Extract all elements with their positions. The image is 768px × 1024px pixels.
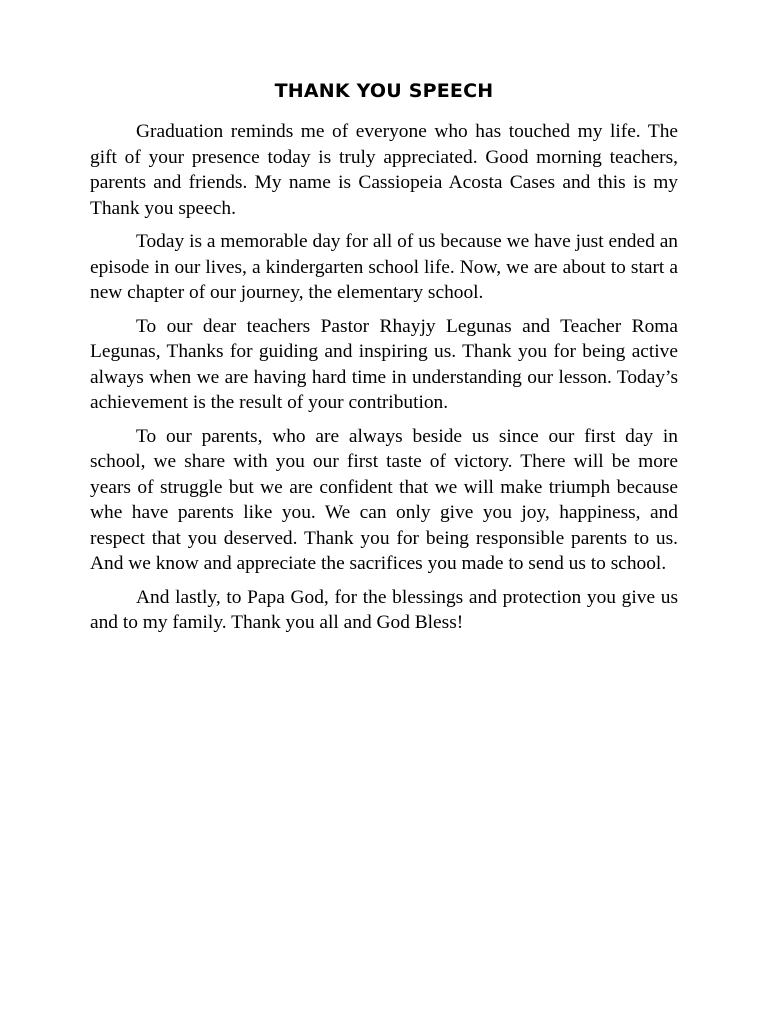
paragraph-closing: And lastly, to Papa God, for the blessings and protection you give us and to my family. Thank you all and God Bless! <box>90 586 678 633</box>
speech-body <box>90 119 678 644</box>
paragraph-teachers: To our dear teachers Pastor Rhayjy Legunas and Teacher Roma Legunas, Thanks for guiding and inspiring us. Thank you for being active always when we are having hard time in understanding our lesson. Today’s achievement is the result of your contribution. <box>90 315 678 413</box>
paragraph-opening: Graduation reminds me of everyone who has touched my life. The gift of your presence today is truly appreciated. Good morning teachers, parents and friends. My name is Cassiopeia Acosta Cases and this is my Thank you speech. <box>90 121 678 219</box>
paragraph-parents: To our parents, who are always beside us since our first day in school, we share with you our first taste of victory. There will be more years of struggle but we are confident that we will make triumph because whe have parents like you. We can only give you joy, happiness, and respect that you deserved. Thank you for being responsible parents to us. And we know and appreciate the sacrifices you made to send us to school. <box>90 425 678 574</box>
paragraph-memorable-day: Today is a memorable day for all of us because we have just ended an episode in our lives, a kindergarten school life. Now, we are about to start a new chapter of our journey, the elementary school. <box>90 231 678 303</box>
document-title: THANK YOU SPEECH <box>274 80 494 102</box>
